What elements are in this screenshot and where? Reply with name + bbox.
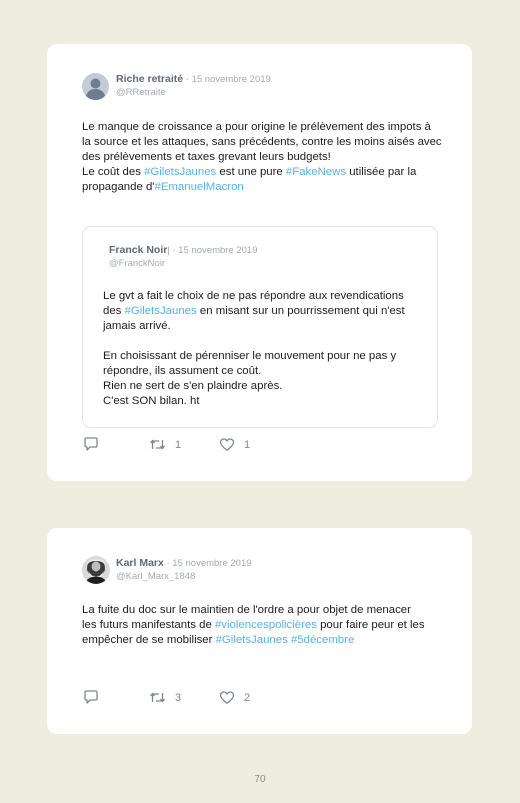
like-count: 1 (244, 438, 251, 451)
quoted-text (103, 289, 421, 409)
tweet-card (47, 44, 472, 481)
hashtag-link[interactable]: #GiletsJaunes (215, 634, 288, 646)
quoted-handle: @FranckNoir (109, 258, 166, 269)
reply-button[interactable] (83, 437, 99, 452)
hashtag-link[interactable]: #violencespolicières (214, 619, 317, 631)
quoted-paragraph: Rien ne sert de s'en plaindre après. (103, 380, 283, 392)
text-span: utilisée par la propagande d' (82, 166, 417, 193)
text-span: Le gvt a fait le choix de ne pas répondre aux revendications des (103, 290, 404, 317)
quoted-date: | · 15 novembre 2019 (167, 245, 258, 256)
text-span: en misant sur un pourrissement qui n'est jamais arrivé. (103, 305, 405, 332)
hashtag-link[interactable]: #EmanuelMacron (154, 181, 244, 193)
quoted-paragraph: C'est SON bilan. ht (103, 395, 200, 407)
tweet-date: · 15 novembre 2019 (163, 558, 252, 569)
quoted-paragraph (103, 289, 421, 334)
like-button[interactable] (219, 690, 250, 705)
retweet-icon (149, 690, 166, 705)
text-span: La fuite du doc sur le maintien de l'ordre a pour objet de menacer les futurs manifestants de (82, 604, 411, 631)
tweet-text (82, 603, 427, 648)
tweet-text (82, 120, 442, 195)
text-span: Le coût des (82, 166, 145, 178)
hashtag-link[interactable]: #GiletsJaunes (124, 305, 197, 317)
hashtag-link[interactable]: #5décembre (290, 634, 355, 646)
hashtag-link[interactable]: #FakeNews (285, 166, 347, 178)
retweet-count: 1 (175, 438, 182, 451)
text-span: est une pure (216, 166, 286, 178)
like-count: 2 (244, 691, 251, 704)
hashtag-link[interactable]: #GiletsJaunes (144, 166, 217, 178)
reply-button[interactable] (83, 690, 99, 705)
quoted-author-text: Franck Noir (109, 244, 168, 256)
tweet-date: · 15 novembre 2019 (183, 74, 271, 85)
tweet-paragraph: Le manque de croissance a pour origine le prélèvement des impots à la source et les attaques, sans précédents, contre les moins aisés avec des prélèvements et taxes grevant leurs budgets! (82, 121, 442, 163)
like-icon (219, 437, 235, 452)
quoted-paragraph: En choisissant de pérenniser le mouvement pour ne pas y répondre, ils assument ce coût. (103, 350, 397, 377)
quoted-author-name[interactable] (109, 244, 258, 256)
like-icon (219, 690, 235, 705)
author-name-text: Riche retraité (116, 73, 184, 85)
like-button[interactable] (219, 437, 250, 452)
reply-icon (83, 690, 99, 705)
author-handle: @RRetraite (116, 87, 166, 98)
author-handle: @Karl_Marx_1848 (116, 571, 196, 582)
quoted-tweet[interactable] (82, 226, 438, 428)
retweet-button[interactable] (149, 437, 181, 452)
text-span: pour faire peur et les empêcher de se mobiliser (82, 619, 425, 646)
tweet-paragraph (82, 603, 427, 648)
author-name-text: Karl Marx (116, 557, 164, 569)
retweet-icon (149, 437, 166, 452)
retweet-button[interactable] (149, 690, 181, 705)
tweet-actions (83, 437, 343, 453)
avatar[interactable] (82, 556, 110, 584)
tweet-paragraph (82, 165, 442, 195)
tweet-actions (83, 690, 343, 706)
tweet-card (47, 528, 472, 734)
author-name[interactable] (116, 73, 271, 85)
page-number: 70 (254, 774, 266, 785)
reply-icon (83, 437, 99, 452)
avatar[interactable] (82, 73, 109, 100)
retweet-count: 3 (175, 691, 182, 704)
author-name[interactable] (116, 557, 252, 569)
